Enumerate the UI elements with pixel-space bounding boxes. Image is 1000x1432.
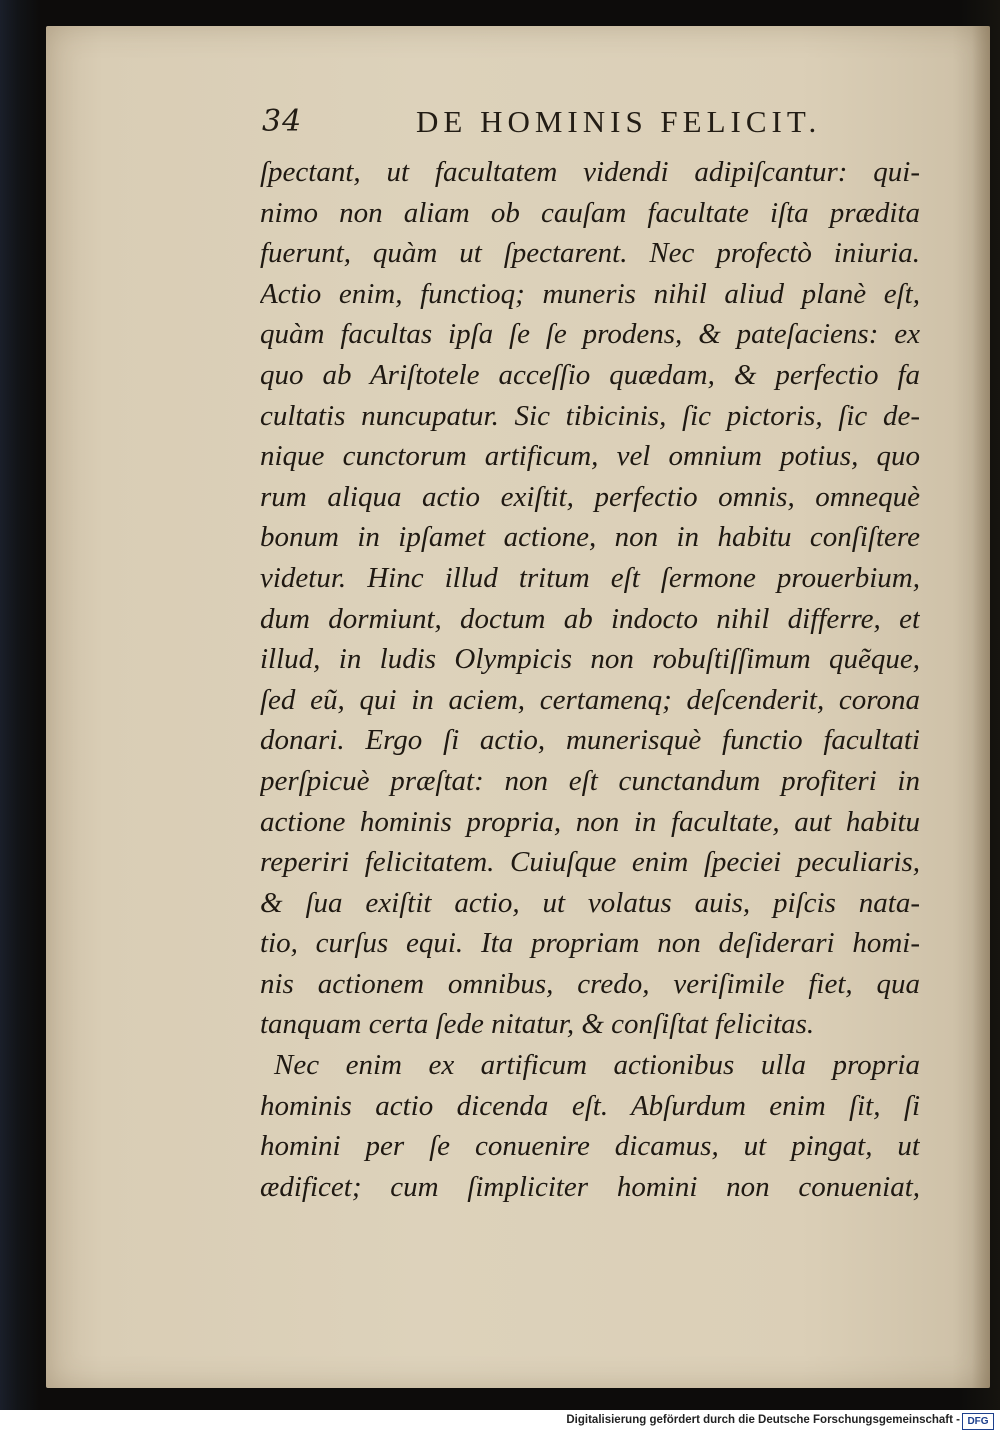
running-head xyxy=(262,104,902,144)
text-line: dum dormiunt, doctum ab indocto nihil differre, et xyxy=(260,602,920,635)
text-line: Nec enim ex artificum actionibus ulla propria xyxy=(274,1049,920,1082)
funding-credit: Digitalisierung gefördert durch die Deutsche Forschungsgemeinschaft - xyxy=(566,1414,960,1426)
text-line: fuerunt, quàm ut ſpectarent. Nec profectò iniuria. xyxy=(260,237,920,270)
text-line: nimo non aliam ob cauſam facultate iſta prædita xyxy=(260,196,920,229)
text-line: ſpectant, ut facultatem videndi adipiſcantur: qui- xyxy=(260,156,920,188)
text-line: quàm facultas ipſa ſe ſe prodens, & pateſaciens: ex xyxy=(260,318,920,351)
text-line: videtur. Hinc illud tritum eſt ſermone prouerbium, xyxy=(260,561,920,594)
text-line: nique cunctorum artificum, vel omnium potius, quo xyxy=(260,440,920,473)
text-line: Actio enim, functioq; muneris nihil aliud planè eſt, xyxy=(260,277,920,310)
text-line: donari. Ergo ſi actio, munerisquè functio facultati xyxy=(260,724,920,757)
page-number: 34 xyxy=(262,104,303,139)
text-line: quo ab Ariſtotele acceſſio quædam, & perfectio fa xyxy=(260,358,920,391)
footer-bar xyxy=(0,1410,1000,1432)
text-line: & ſua exiſtit actio, ut volatus auis, piſcis nata- xyxy=(260,886,920,919)
text-line: illud, in ludis Olympicis non robuſtiſſimum quẽque, xyxy=(260,643,920,676)
body-text xyxy=(260,152,920,1207)
text-line: ſed eũ, qui in aciem, certamenq; deſcenderit, corona xyxy=(260,683,920,716)
text-line: perſpicuè præſtat: non eſt cunctandum profiteri in xyxy=(260,764,920,797)
text-line: reperiri felicitatem. Cuiuſque enim ſpeciei peculiaris, xyxy=(260,846,920,879)
text-line: homini per ſe conuenire dicamus, ut pingat, ut xyxy=(260,1130,920,1163)
text-line: bonum in ipſamet actione, non in habitu conſiſtere xyxy=(260,521,920,554)
text-line: rum aliqua actio exiſtit, perfectio omnis, omnequè xyxy=(260,480,920,513)
page-edge-shadow xyxy=(972,26,990,1388)
dfg-logo: DFG xyxy=(962,1413,994,1430)
running-title: DE HOMINIS FELICIT. xyxy=(416,104,822,139)
text-line: cultatis nuncupatur. Sic tibicinis, ſic pictoris, ſic de- xyxy=(260,399,920,432)
text-line: tanquam certa ſede nitatur, & conſiſtat felicitas. xyxy=(260,1008,815,1041)
text-line: hominis actio dicenda eſt. Abſurdum enim ſit, ſi xyxy=(260,1089,920,1122)
text-line: ædificet; cum ſimpliciter homini non conueniat, xyxy=(260,1170,920,1203)
text-line: tio, curſus equi. Ita propriam non deſiderari homi- xyxy=(260,927,920,960)
text-line: nis actionem omnibus, credo, veriſimile fiet, qua xyxy=(260,967,920,1000)
text-line: actione hominis propria, non in facultate, aut habitu xyxy=(260,805,920,838)
